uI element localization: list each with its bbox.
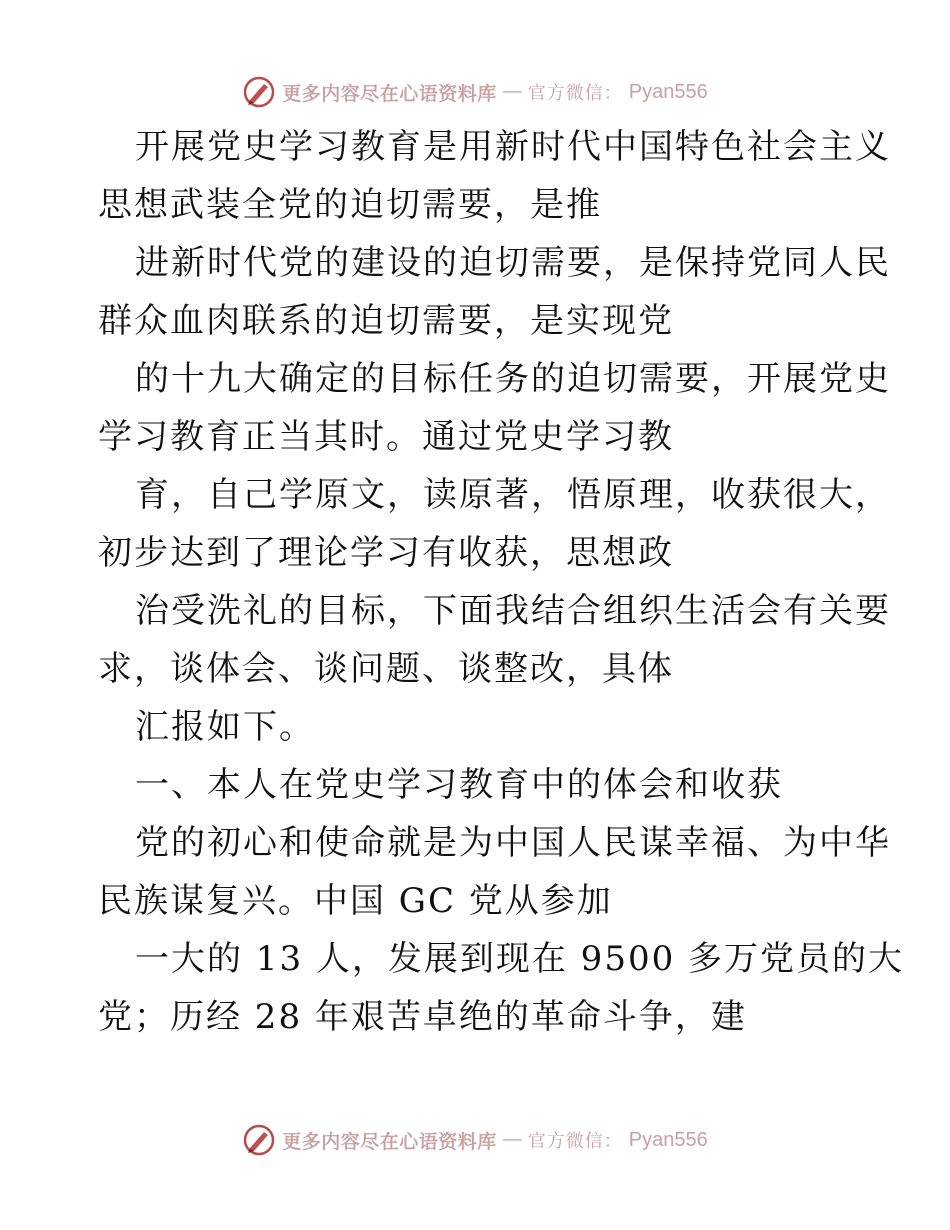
section-heading: 一、本人在党史学习教育中的体会和收获 <box>135 765 783 805</box>
body-line: 学习教育正当其时。通过党史学习教 <box>98 417 674 457</box>
watermark-official-label: 官方微信： <box>527 1131 623 1152</box>
watermark-dash: — <box>502 1129 522 1150</box>
body-line: 初步达到了理论学习有收获，思想政 <box>98 533 674 573</box>
body-line: 进新时代党的建设的迫切需要，是保持党同人民 <box>135 243 891 283</box>
body-line: 群众血肉联系的迫切需要，是实现党 <box>98 301 674 341</box>
pen-logo-icon <box>242 75 276 109</box>
watermark-text: 更多内容尽在心语资料库 <box>282 82 497 105</box>
body-line: 求，谈体会、谈问题、谈整改，具体 <box>98 649 674 689</box>
body-line: 治受洗礼的目标，下面我结合组织生活会有关要 <box>135 591 891 631</box>
body-line: 民族谋复兴。中国 GC 党从参加 <box>98 881 613 921</box>
body-line: 思想武装全党的迫切需要，是推 <box>98 185 602 225</box>
body-line: 的十九大确定的目标任务的迫切需要，开展党史 <box>135 359 891 399</box>
watermark-wechat-id: Pyan556 <box>628 1128 708 1151</box>
document-body <box>98 118 905 1046</box>
watermark-official-label: 官方微信： <box>527 83 623 104</box>
body-line: 一大的 13 人，发展到现在 9500 多万党员的大 <box>135 939 905 979</box>
body-line: 汇报如下。 <box>135 707 315 747</box>
watermark-dash: — <box>502 81 522 102</box>
header-watermark <box>0 72 950 112</box>
body-line: 党；历经 28 年艰苦卓绝的革命斗争，建 <box>98 997 747 1037</box>
watermark-wechat-id: Pyan556 <box>628 80 708 103</box>
footer-watermark <box>0 1120 950 1160</box>
watermark-text: 更多内容尽在心语资料库 <box>282 1130 497 1153</box>
body-line: 育，自己学原文，读原著，悟原理，收获很大， <box>135 475 891 515</box>
pen-logo-icon <box>242 1123 276 1157</box>
body-line: 开展党史学习教育是用新时代中国特色社会主义 <box>135 127 891 167</box>
body-line: 党的初心和使命就是为中国人民谋幸福、为中华 <box>135 823 891 863</box>
